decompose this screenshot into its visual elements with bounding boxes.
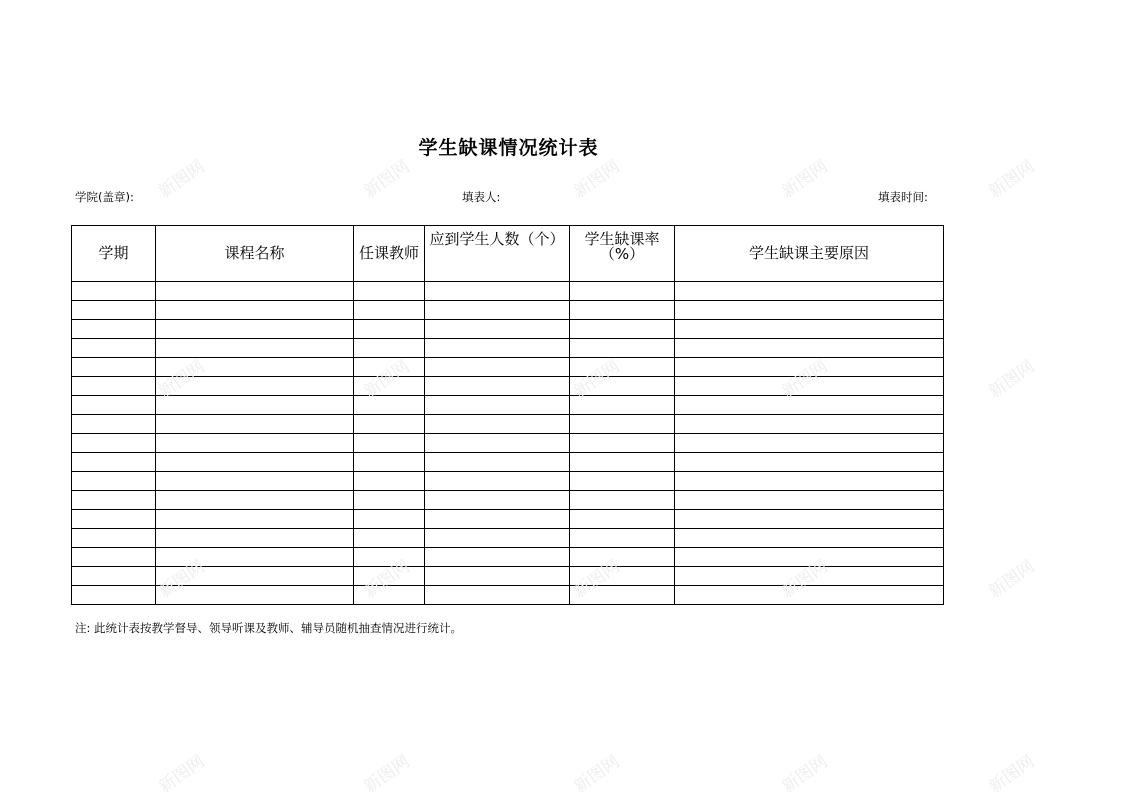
table-cell[interactable] (156, 472, 354, 491)
absence-table (71, 225, 944, 605)
table-cell[interactable] (72, 548, 156, 567)
table-row (72, 491, 944, 510)
table-cell[interactable] (570, 415, 675, 434)
watermark-text: 新图网 (570, 156, 624, 203)
table-cell[interactable] (354, 415, 425, 434)
table-cell[interactable] (156, 510, 354, 529)
table-cell[interactable] (570, 510, 675, 529)
table-row (72, 453, 944, 472)
table-row (72, 301, 944, 320)
table-cell[interactable] (675, 548, 944, 567)
form-title: 学生缺课情况统计表 (418, 137, 599, 159)
table-cell[interactable] (675, 358, 944, 377)
table-cell[interactable] (72, 377, 156, 396)
table-cell[interactable] (156, 396, 354, 415)
table-cell[interactable] (354, 339, 425, 358)
table-cell[interactable] (425, 320, 570, 339)
table-cell[interactable] (354, 282, 425, 301)
table-cell[interactable] (156, 586, 354, 605)
table-cell[interactable] (354, 434, 425, 453)
table-cell[interactable] (354, 586, 425, 605)
table-cell[interactable] (675, 491, 944, 510)
table-cell[interactable] (675, 396, 944, 415)
table-cell[interactable] (156, 415, 354, 434)
table-cell[interactable] (570, 529, 675, 548)
table-cell[interactable] (675, 567, 944, 586)
filler-label: 填表人: (462, 190, 501, 204)
table-cell[interactable] (72, 396, 156, 415)
watermark-text: 新图网 (360, 751, 414, 797)
table-cell[interactable] (156, 358, 354, 377)
table-cell[interactable] (675, 320, 944, 339)
table-row (72, 415, 944, 434)
watermark-text: 新图网 (778, 556, 832, 603)
header-absence-rate: 学生缺课率（%） (570, 226, 675, 282)
table-cell[interactable] (675, 377, 944, 396)
table-cell[interactable] (156, 282, 354, 301)
table-cell[interactable] (354, 567, 425, 586)
table-cell[interactable] (156, 453, 354, 472)
table-cell[interactable] (72, 510, 156, 529)
watermark-text: 新图网 (778, 751, 832, 797)
table-cell[interactable] (675, 339, 944, 358)
table-cell[interactable] (156, 339, 354, 358)
table-cell[interactable] (72, 586, 156, 605)
table-cell[interactable] (570, 320, 675, 339)
table-cell[interactable] (72, 529, 156, 548)
watermark-text: 新图网 (778, 156, 832, 203)
table-cell[interactable] (425, 434, 570, 453)
watermark-text: 新图网 (360, 356, 414, 403)
table-cell[interactable] (425, 282, 570, 301)
table-row (72, 358, 944, 377)
table-cell[interactable] (570, 491, 675, 510)
footnote: 注: 此统计表按教学督导、领导听课及教师、辅导员随机抽查情况进行统计。 (75, 621, 463, 635)
table-cell[interactable] (156, 567, 354, 586)
table-cell[interactable] (354, 453, 425, 472)
table-row (72, 586, 944, 605)
table-cell[interactable] (570, 301, 675, 320)
table-cell[interactable] (425, 491, 570, 510)
table-cell[interactable] (425, 339, 570, 358)
table-row (72, 510, 944, 529)
watermark-text: 新图网 (155, 356, 209, 403)
table-cell[interactable] (425, 510, 570, 529)
table-row (72, 548, 944, 567)
table-row (72, 472, 944, 491)
header-teacher: 任课教师 (354, 226, 425, 282)
table-cell[interactable] (156, 301, 354, 320)
table-cell[interactable] (675, 434, 944, 453)
table-cell[interactable] (72, 491, 156, 510)
table-row (72, 282, 944, 301)
table-cell[interactable] (72, 358, 156, 377)
table-row (72, 529, 944, 548)
table-row (72, 396, 944, 415)
table-cell[interactable] (425, 529, 570, 548)
table-cell[interactable] (570, 339, 675, 358)
table-cell[interactable] (570, 453, 675, 472)
watermark-text: 新图网 (570, 556, 624, 603)
table-cell[interactable] (156, 377, 354, 396)
table-row (72, 320, 944, 339)
watermark-text: 新图网 (985, 356, 1039, 403)
college-label: 学院(盖章): (75, 190, 134, 204)
table-row (72, 339, 944, 358)
date-label: 填表时间: (878, 190, 928, 204)
table-row (72, 434, 944, 453)
table-cell[interactable] (425, 472, 570, 491)
table-row (72, 377, 944, 396)
table-cell[interactable] (72, 472, 156, 491)
table-cell[interactable] (570, 377, 675, 396)
table-cell[interactable] (156, 548, 354, 567)
table-cell[interactable] (72, 339, 156, 358)
table-cell[interactable] (570, 472, 675, 491)
table-cell[interactable] (675, 529, 944, 548)
table-cell[interactable] (570, 282, 675, 301)
watermark-text: 新图网 (985, 751, 1039, 797)
table-cell[interactable] (570, 358, 675, 377)
table-cell[interactable] (570, 548, 675, 567)
table-row (72, 567, 944, 586)
table-header-row (72, 226, 944, 282)
table-cell[interactable] (675, 472, 944, 491)
table-cell[interactable] (425, 548, 570, 567)
table-cell[interactable] (425, 586, 570, 605)
header-semester: 学期 (72, 226, 156, 282)
table-cell[interactable] (425, 396, 570, 415)
table-cell[interactable] (72, 453, 156, 472)
table-cell[interactable] (354, 377, 425, 396)
table-cell[interactable] (156, 491, 354, 510)
table-cell[interactable] (354, 472, 425, 491)
table-cell[interactable] (72, 301, 156, 320)
table-cell[interactable] (72, 320, 156, 339)
watermark-text: 新图网 (360, 156, 414, 203)
table-cell[interactable] (570, 567, 675, 586)
table-cell[interactable] (570, 396, 675, 415)
table-cell[interactable] (675, 415, 944, 434)
watermark-text: 新图网 (570, 751, 624, 797)
header-absence-reason: 学生缺课主要原因 (675, 226, 944, 282)
table-cell[interactable] (354, 491, 425, 510)
watermark-text: 新图网 (155, 556, 209, 603)
watermark-text: 新图网 (778, 356, 832, 403)
table-cell[interactable] (570, 586, 675, 605)
table-cell[interactable] (354, 358, 425, 377)
table-cell[interactable] (354, 548, 425, 567)
table-cell[interactable] (156, 529, 354, 548)
table-cell[interactable] (354, 529, 425, 548)
table-cell[interactable] (675, 453, 944, 472)
table-cell[interactable] (675, 282, 944, 301)
table-cell[interactable] (72, 282, 156, 301)
table-cell[interactable] (354, 396, 425, 415)
table-cell[interactable] (425, 377, 570, 396)
watermark-text: 新图网 (985, 156, 1039, 203)
table-cell[interactable] (570, 434, 675, 453)
watermark-text: 新图网 (155, 751, 209, 797)
table-cell[interactable] (72, 434, 156, 453)
table-cell[interactable] (425, 453, 570, 472)
table-cell[interactable] (354, 301, 425, 320)
watermark-text: 新图网 (985, 556, 1039, 603)
header-expected-students: 应到学生人数（个） (425, 226, 570, 282)
table-cell[interactable] (72, 415, 156, 434)
table-cell[interactable] (675, 510, 944, 529)
table-cell[interactable] (354, 320, 425, 339)
table-cell[interactable] (425, 567, 570, 586)
watermark-text: 新图网 (155, 156, 209, 203)
table-cell[interactable] (425, 358, 570, 377)
table-cell[interactable] (354, 510, 425, 529)
table-cell[interactable] (425, 415, 570, 434)
watermark-text: 新图网 (360, 556, 414, 603)
table-cell[interactable] (425, 301, 570, 320)
table-cell[interactable] (72, 567, 156, 586)
header-course-name: 课程名称 (156, 226, 354, 282)
table-cell[interactable] (675, 586, 944, 605)
table-cell[interactable] (156, 434, 354, 453)
table-cell[interactable] (675, 301, 944, 320)
table-cell[interactable] (156, 320, 354, 339)
table-body (72, 282, 944, 605)
watermark-text: 新图网 (570, 356, 624, 403)
